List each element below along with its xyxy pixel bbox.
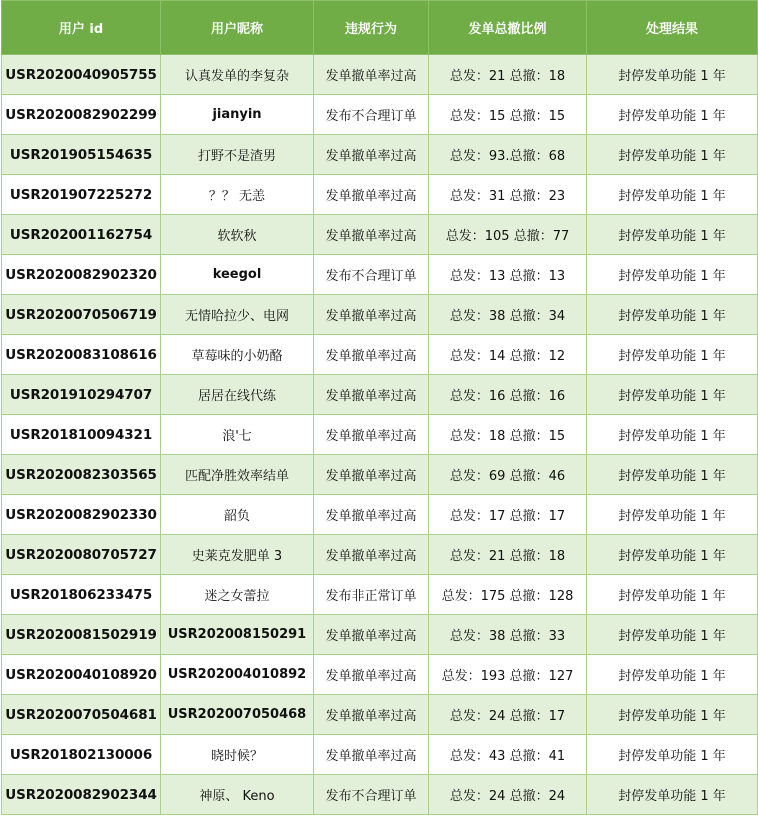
cell-result: 封停发单功能 1 年 <box>587 655 758 695</box>
cell-ratio: 总发：24 总撤：24 <box>429 775 587 815</box>
table-row <box>2 615 758 655</box>
cell-ratio: 总发：15 总撤：15 <box>429 95 587 135</box>
cell-result: 封停发单功能 1 年 <box>587 95 758 135</box>
header-nickname: 用户昵称 <box>161 1 314 55</box>
cell-user-id: USR2020082902344 <box>2 775 161 815</box>
cell-violation: 发单撤单率过高 <box>314 175 429 215</box>
cell-nickname: USR202007050468 <box>161 695 314 735</box>
cell-user-id: USR2020083108616 <box>2 335 161 375</box>
cell-user-id: USR2020082902330 <box>2 495 161 535</box>
cell-ratio: 总发：193 总撤：127 <box>429 655 587 695</box>
cell-user-id: USR201905154635 <box>2 135 161 175</box>
table-row <box>2 55 758 95</box>
cell-violation: 发单撤单率过高 <box>314 615 429 655</box>
cell-user-id: USR2020080705727 <box>2 535 161 575</box>
cell-nickname: 晓时候？ <box>161 735 314 775</box>
cell-user-id: USR201910294707 <box>2 375 161 415</box>
cell-violation: 发布不合理订单 <box>314 255 429 295</box>
cell-nickname: ？？ 无恙 <box>161 175 314 215</box>
table-row <box>2 455 758 495</box>
cell-user-id: USR2020040108920 <box>2 655 161 695</box>
table-row <box>2 135 758 175</box>
table-row <box>2 775 758 815</box>
cell-nickname: 草莓味的小奶酪 <box>161 335 314 375</box>
cell-violation: 发单撤单率过高 <box>314 55 429 95</box>
cell-nickname: 匹配净胜效率结单 <box>161 455 314 495</box>
cell-result: 封停发单功能 1 年 <box>587 335 758 375</box>
cell-nickname: 史莱克发肥单 3 <box>161 535 314 575</box>
table-row <box>2 495 758 535</box>
cell-violation: 发单撤单率过高 <box>314 375 429 415</box>
cell-user-id: USR2020082902299 <box>2 95 161 135</box>
table-row <box>2 295 758 335</box>
cell-nickname: 韶负 <box>161 495 314 535</box>
table-body <box>2 55 758 815</box>
cell-nickname: 无情哈拉少、电网 <box>161 295 314 335</box>
cell-ratio: 总发：38 总撤：33 <box>429 615 587 655</box>
cell-nickname: 神原、 Keno <box>161 775 314 815</box>
cell-user-id: USR2020082303565 <box>2 455 161 495</box>
table-row <box>2 255 758 295</box>
cell-violation: 发单撤单率过高 <box>314 735 429 775</box>
cell-result: 封停发单功能 1 年 <box>587 375 758 415</box>
cell-ratio: 总发：21 总撤：18 <box>429 535 587 575</box>
cell-nickname: USR202004010892 <box>161 655 314 695</box>
cell-result: 封停发单功能 1 年 <box>587 175 758 215</box>
cell-violation: 发单撤单率过高 <box>314 415 429 455</box>
cell-nickname: 认真发单的李复杂 <box>161 55 314 95</box>
cell-nickname: jianyin <box>161 95 314 135</box>
cell-violation: 发单撤单率过高 <box>314 535 429 575</box>
cell-nickname: 打野不是渣男 <box>161 135 314 175</box>
cell-violation: 发布不合理订单 <box>314 775 429 815</box>
cell-user-id: USR201810094321 <box>2 415 161 455</box>
cell-ratio: 总发：21 总撤：18 <box>429 55 587 95</box>
cell-violation: 发单撤单率过高 <box>314 335 429 375</box>
table-row <box>2 175 758 215</box>
cell-result: 封停发单功能 1 年 <box>587 575 758 615</box>
cell-nickname: 浪'七 <box>161 415 314 455</box>
cell-result: 封停发单功能 1 年 <box>587 455 758 495</box>
cell-ratio: 总发：93.总撤：68 <box>429 135 587 175</box>
cell-ratio: 总发：24 总撤：17 <box>429 695 587 735</box>
cell-result: 封停发单功能 1 年 <box>587 695 758 735</box>
table-row <box>2 375 758 415</box>
cell-user-id: USR2020040905755 <box>2 55 161 95</box>
cell-ratio: 总发：13 总撤：13 <box>429 255 587 295</box>
cell-violation: 发单撤单率过高 <box>314 495 429 535</box>
table-row <box>2 575 758 615</box>
cell-user-id: USR2020070506719 <box>2 295 161 335</box>
cell-user-id: USR201907225272 <box>2 175 161 215</box>
cell-ratio: 总发：31 总撤：23 <box>429 175 587 215</box>
cell-violation: 发布不合理订单 <box>314 95 429 135</box>
cell-nickname: 软软秋 <box>161 215 314 255</box>
cell-ratio: 总发：43 总撤：41 <box>429 735 587 775</box>
cell-result: 封停发单功能 1 年 <box>587 775 758 815</box>
table-row <box>2 415 758 455</box>
cell-ratio: 总发：18 总撤：15 <box>429 415 587 455</box>
cell-nickname: keegol <box>161 255 314 295</box>
table-row <box>2 735 758 775</box>
cell-result: 封停发单功能 1 年 <box>587 215 758 255</box>
cell-user-id: USR2020082902320 <box>2 255 161 295</box>
cell-ratio: 总发：16 总撤：16 <box>429 375 587 415</box>
cell-violation: 发单撤单率过高 <box>314 295 429 335</box>
table-row <box>2 695 758 735</box>
cell-ratio: 总发：14 总撤：12 <box>429 335 587 375</box>
header-user-id: 用户 id <box>2 1 161 55</box>
cell-violation: 发单撤单率过高 <box>314 695 429 735</box>
cell-result: 封停发单功能 1 年 <box>587 255 758 295</box>
table-row <box>2 335 758 375</box>
violation-table <box>1 0 758 815</box>
cell-result: 封停发单功能 1 年 <box>587 615 758 655</box>
cell-violation: 发单撤单率过高 <box>314 215 429 255</box>
cell-ratio: 总发：175 总撤：128 <box>429 575 587 615</box>
cell-violation: 发单撤单率过高 <box>314 455 429 495</box>
cell-result: 封停发单功能 1 年 <box>587 135 758 175</box>
table-row <box>2 535 758 575</box>
cell-user-id: USR202001162754 <box>2 215 161 255</box>
cell-violation: 发单撤单率过高 <box>314 655 429 695</box>
cell-result: 封停发单功能 1 年 <box>587 55 758 95</box>
header-row <box>2 1 758 55</box>
cell-ratio: 总发：38 总撤：34 <box>429 295 587 335</box>
cell-nickname: USR202008150291 <box>161 615 314 655</box>
table-row <box>2 95 758 135</box>
cell-user-id: USR201802130006 <box>2 735 161 775</box>
cell-violation: 发布非正常订单 <box>314 575 429 615</box>
cell-result: 封停发单功能 1 年 <box>587 495 758 535</box>
cell-nickname: 迷之女蕾拉 <box>161 575 314 615</box>
cell-user-id: USR2020070504681 <box>2 695 161 735</box>
cell-ratio: 总发：17 总撤：17 <box>429 495 587 535</box>
cell-result: 封停发单功能 1 年 <box>587 295 758 335</box>
table-row <box>2 215 758 255</box>
header-ratio: 发单总撤比例 <box>429 1 587 55</box>
cell-result: 封停发单功能 1 年 <box>587 735 758 775</box>
cell-ratio: 总发：69 总撤：46 <box>429 455 587 495</box>
cell-result: 封停发单功能 1 年 <box>587 535 758 575</box>
cell-user-id: USR2020081502919 <box>2 615 161 655</box>
cell-ratio: 总发：105 总撤：77 <box>429 215 587 255</box>
header-result: 处理结果 <box>587 1 758 55</box>
table-row <box>2 655 758 695</box>
cell-nickname: 居居在线代练 <box>161 375 314 415</box>
cell-result: 封停发单功能 1 年 <box>587 415 758 455</box>
header-violation: 违规行为 <box>314 1 429 55</box>
cell-user-id: USR201806233475 <box>2 575 161 615</box>
cell-violation: 发单撤单率过高 <box>314 135 429 175</box>
